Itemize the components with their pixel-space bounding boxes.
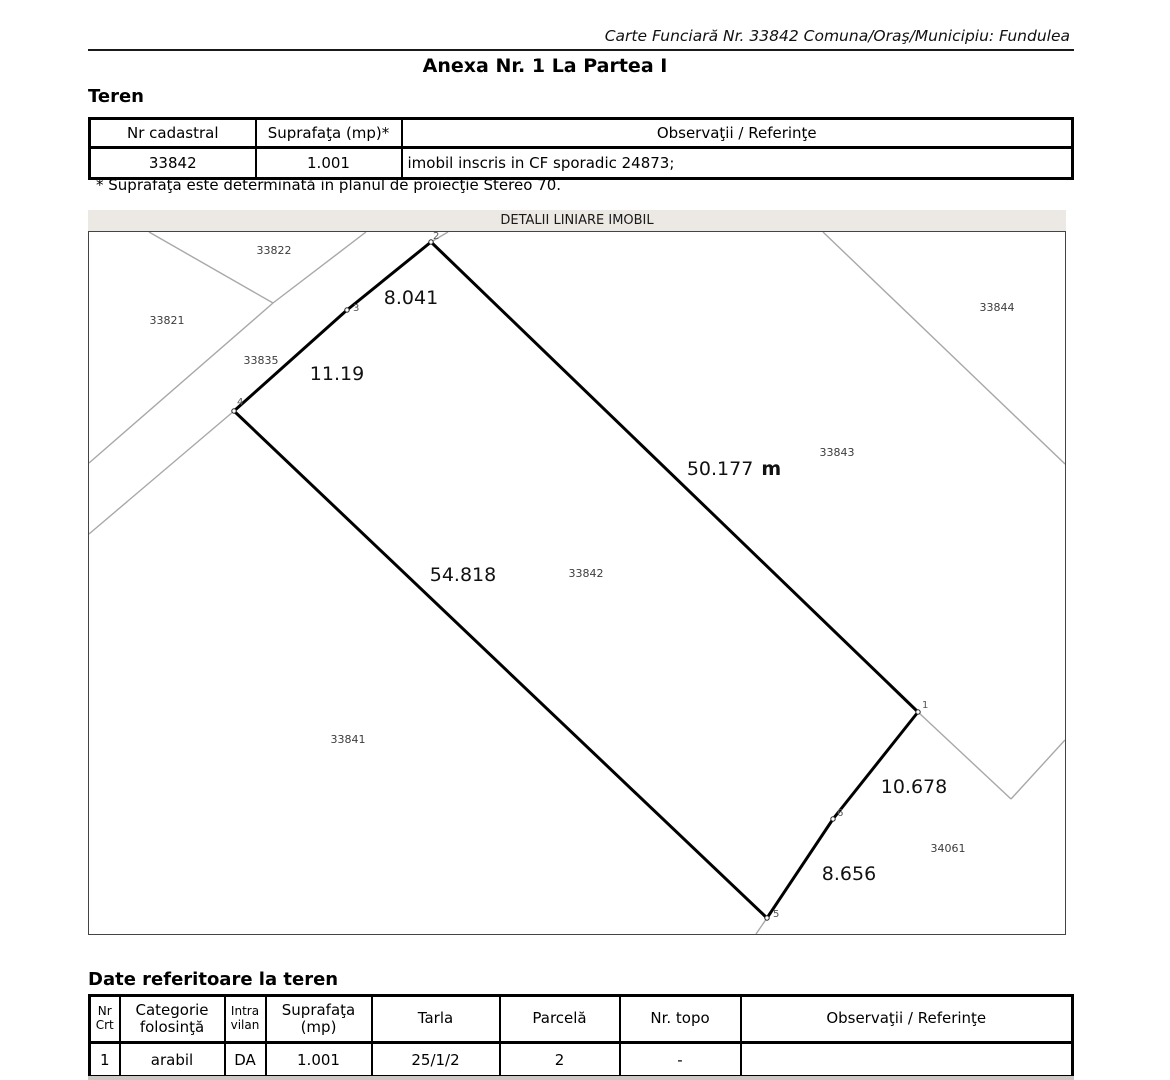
col-header-suprafata-mp (266, 996, 372, 1043)
neighbor-boundary-line (823, 232, 1065, 464)
col-header-tarla: Tarla (372, 996, 500, 1043)
map-section-title: DETALII LINIARE IMOBIL (500, 213, 654, 228)
date-teren-header-row (90, 996, 1073, 1043)
parcel-polygon (234, 242, 918, 918)
date-teren-row (90, 1043, 1073, 1077)
cell-suprafata-mp: 1.001 (266, 1043, 372, 1077)
teren-table (88, 117, 1074, 180)
bottom-strip (88, 1076, 1074, 1080)
vertex-marker (916, 710, 920, 714)
parcel-number-label: 33822 (256, 244, 292, 257)
parcel-number-label: 34061 (930, 842, 966, 855)
hdr-line: Intra (230, 1004, 260, 1019)
neighbor-boundary-line (149, 232, 273, 303)
cell-parcela: 2 (500, 1043, 620, 1077)
hdr-line: Suprafaţa (281, 1000, 356, 1019)
vertex-number-label: 1 (922, 700, 929, 711)
edge-length-label: 50.177 m (686, 458, 782, 480)
vertex-number-label: 3 (353, 303, 360, 314)
hdr-line: Categorie (135, 1000, 209, 1019)
edge-length-label: 10.678 (880, 776, 948, 798)
hdr-line: Crt (95, 1018, 114, 1032)
cell-suprafata: 1.001 (256, 148, 402, 179)
col-header-nr-topo: Nr. topo (620, 996, 741, 1043)
vertex-marker (232, 409, 236, 413)
hdr-line: (mp) (300, 1018, 337, 1036)
teren-section-title: Teren (88, 86, 144, 107)
edge-length-label: 8.656 (821, 863, 877, 885)
parcel-number-label: 33821 (149, 314, 185, 327)
neighbor-boundary-line (273, 232, 366, 303)
col-header-nr-crt (90, 996, 120, 1043)
col-header-suprafata: Suprafaţa (mp)* (256, 119, 402, 148)
col-header-observatii: Observaţii / Referinţe (741, 996, 1073, 1043)
col-header-observatii: Observaţii / Referinţe (402, 119, 1073, 148)
parcel-number-label: 33842 (568, 567, 604, 580)
teren-table-header-row (90, 119, 1073, 148)
header-rule (88, 49, 1074, 51)
vertex-number-label: 6 (837, 808, 844, 819)
parcel-number-label: 33841 (330, 733, 366, 746)
parcel-number-label: 33835 (243, 354, 279, 367)
vertex-marker (765, 916, 769, 920)
edge-length-label: 54.818 (429, 564, 497, 586)
neighbor-boundary-line (89, 411, 234, 534)
parcel-number-label: 33844 (979, 301, 1015, 314)
vertex-number-label: 2 (433, 232, 440, 242)
col-header-categorie (120, 996, 225, 1043)
anexa-title: Anexa Nr. 1 La Partea I (422, 55, 668, 77)
vertex-marker (345, 308, 349, 312)
cadastral-map-svg (89, 232, 1065, 934)
cadastral-map (88, 231, 1066, 935)
hdr-line: Nr (97, 1004, 112, 1019)
neighbor-boundary-line (89, 303, 273, 463)
cell-intravilan: DA (225, 1043, 266, 1077)
vertex-number-label: 5 (773, 909, 780, 920)
neighbor-boundary-line (1011, 740, 1065, 799)
stereo70-footnote: * Suprafaţa este determinată in planul de proiecţie Stereo 70. (96, 176, 562, 194)
cell-tarla: 25/1/2 (372, 1043, 500, 1077)
carte-funciara-header: Carte Funciară Nr. 33842 Comuna/Oraş/Municipiu: Fundulea (604, 27, 1070, 45)
cell-categorie: arabil (120, 1043, 225, 1077)
hdr-line: vilan (230, 1018, 260, 1032)
map-section-band (88, 210, 1066, 231)
cell-nr-crt: 1 (90, 1043, 120, 1077)
neighbor-boundary-line (756, 918, 767, 934)
vertex-marker (831, 817, 835, 821)
cell-nr-topo: - (620, 1043, 741, 1077)
hdr-line: folosinţă (139, 1018, 205, 1036)
cell-observatii (741, 1043, 1073, 1077)
date-teren-section-title: Date referitoare la teren (88, 969, 339, 990)
col-header-intravilan (225, 996, 266, 1043)
teren-table-row (90, 148, 1073, 179)
cell-observatii: imobil inscris in CF sporadic 24873; (402, 148, 1073, 179)
col-header-nr-cadastral: Nr cadastral (90, 119, 256, 148)
parcel-number-label: 33843 (819, 446, 855, 459)
edge-length-label: 11.19 (309, 363, 365, 385)
date-teren-table (88, 994, 1074, 1078)
edge-length-label: 8.041 (383, 287, 439, 309)
vertex-number-label: 4 (237, 397, 244, 408)
col-header-parcela: Parcelă (500, 996, 620, 1043)
cell-nr-cadastral: 33842 (90, 148, 256, 179)
